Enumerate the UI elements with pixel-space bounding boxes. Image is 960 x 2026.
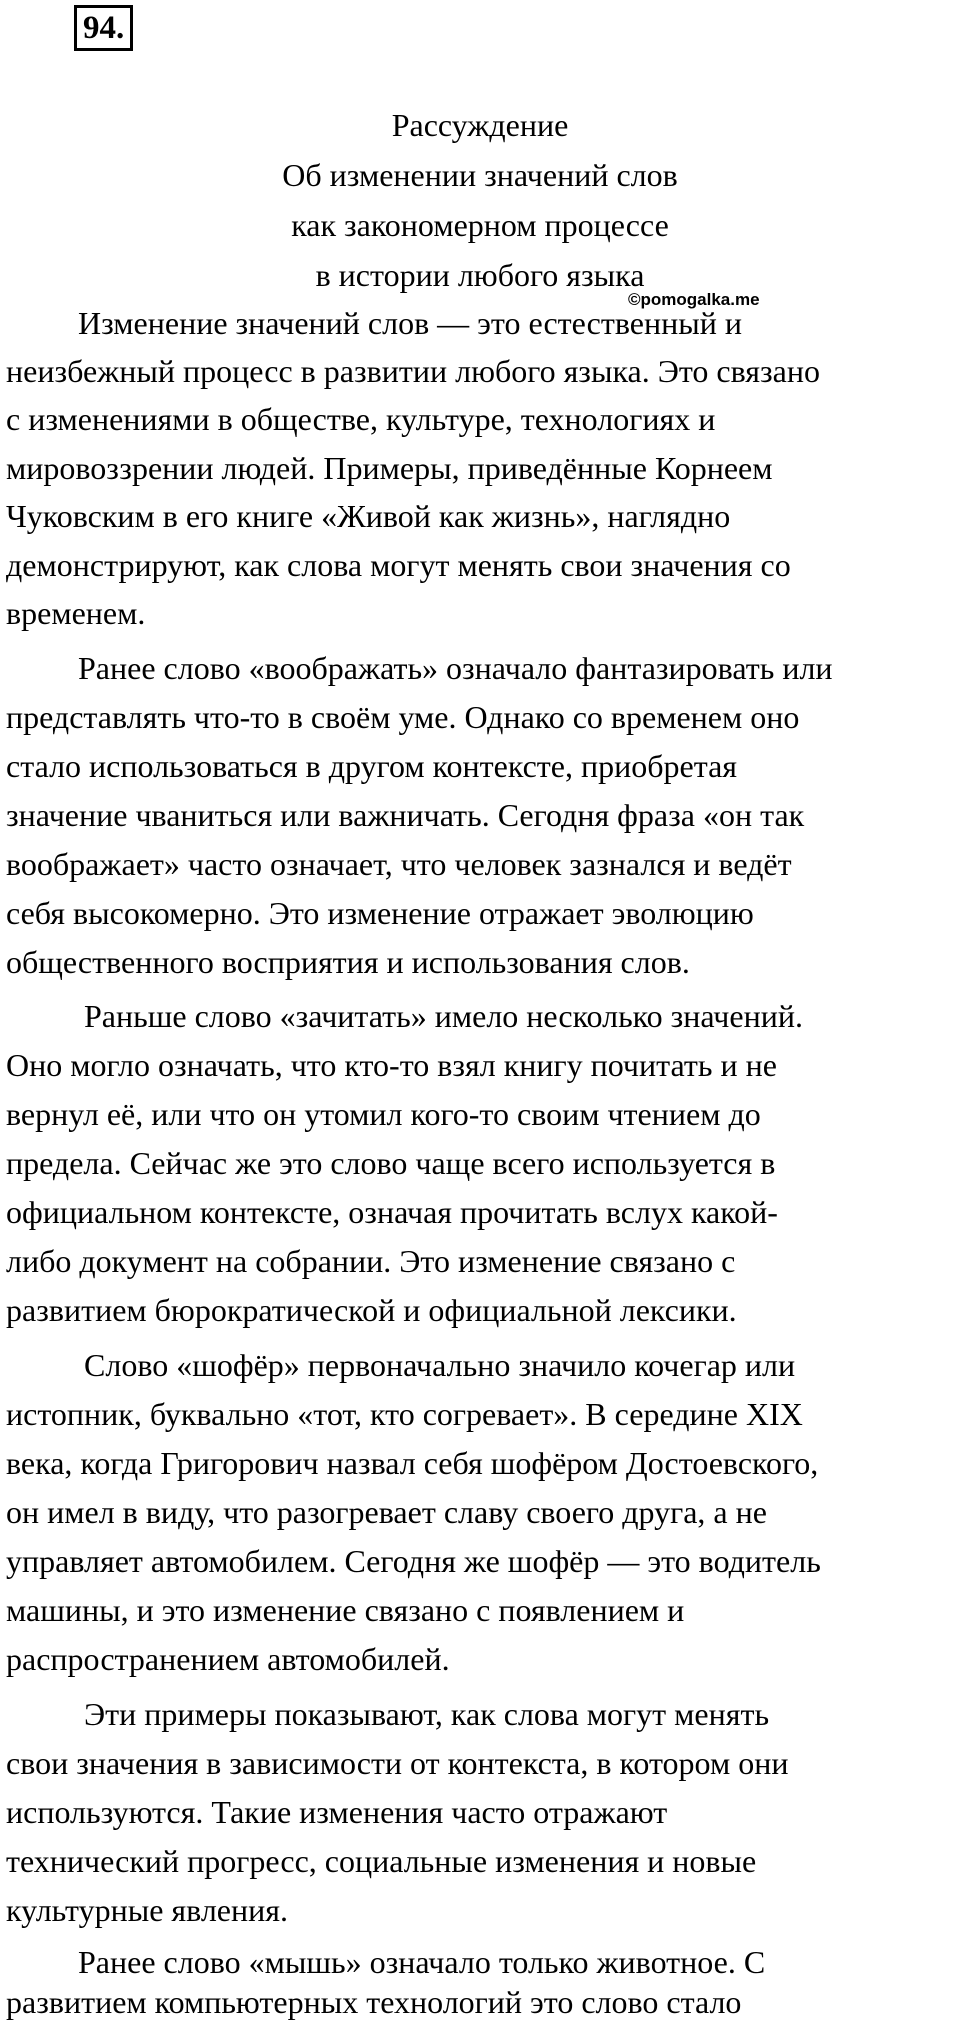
text-line: воображает» часто означает, что человек зазнался и ведёт [6, 846, 792, 882]
text-line: развитием компьютерных технологий это слово стало [6, 1984, 742, 2020]
text-line: значение чваниться или важничать. Сегодня фраза «он так [6, 797, 805, 833]
text-line: века, когда Григорович назвал себя шофёром Достоевского, [6, 1445, 819, 1481]
title-line: Рассуждение [391, 107, 569, 143]
text-line: предела. Сейчас же это слово чаще всего используется в [6, 1145, 776, 1181]
text-line: он имел в виду, что разогревает славу своего друга, а не [6, 1494, 767, 1530]
text-line: распространением автомобилей. [6, 1641, 450, 1677]
text-line: общественного восприятия и использования слов. [6, 944, 690, 980]
text-line: развитием бюрократической и официальной лексики. [6, 1292, 737, 1328]
essay-title [0, 100, 960, 300]
text-line: вернул её, или что он утомил кого-то своим чтением до [6, 1096, 761, 1132]
title-line: в истории любого языка [315, 257, 645, 293]
title-line: как закономерном процессе [291, 207, 669, 243]
text-line: Чуковским в его книге «Живой как жизнь», наглядно [6, 498, 731, 534]
text-line: Эти примеры показывают, как слова могут менять [84, 1696, 770, 1732]
text-line: мировоззрении людей. Примеры, приведённые Корнеем [6, 450, 773, 486]
text-line: Раньше слово «зачитать» имело несколько значений. [84, 998, 803, 1034]
text-line: технический прогресс, социальные изменения и новые [6, 1843, 757, 1879]
text-line: управляет автомобилем. Сегодня же шофёр — это водитель [6, 1543, 821, 1579]
task-number: 94. [74, 5, 133, 51]
text-line: свои значения в зависимости от контекста, в котором они [6, 1745, 789, 1781]
text-line: официальном контексте, означая прочитать вслух какой- [6, 1194, 778, 1230]
text-line: с изменениями в обществе, культуре, технологиях и [6, 401, 716, 437]
text-line: себя высокомерно. Это изменение отражает эволюцию [6, 895, 754, 931]
text-line: Изменение значений слов — это естественный и [78, 305, 742, 341]
watermark: ©pomogalka.me [628, 290, 760, 309]
text-line: временем. [6, 595, 146, 631]
text-line: Ранее слово «мышь» означало только животное. С [78, 1944, 766, 1980]
text-line: стало использоваться в другом контексте, приобретая [6, 748, 737, 784]
text-line: используются. Такие изменения часто отражают [6, 1794, 668, 1830]
text-line: демонстрируют, как слова могут менять свои значения со [6, 547, 791, 583]
text-line: Слово «шофёр» первоначально значило кочегар или [84, 1347, 796, 1383]
text-line: Ранее слово «воображать» означало фантазировать или [78, 650, 833, 686]
text-line: либо документ на собрании. Это изменение связано с [6, 1243, 736, 1279]
title-line: Об изменении значений слов [282, 157, 678, 193]
text-line: машины, и это изменение связано с появлением и [6, 1592, 685, 1628]
text-line: представлять что-то в своём уме. Однако со временем оно [6, 699, 800, 735]
text-line: культурные явления. [6, 1892, 288, 1928]
text-line: неизбежный процесс в развитии любого языка. Это связано [6, 353, 820, 389]
text-line: Оно могло означать, что кто-то взял книгу почитать и не [6, 1047, 777, 1083]
text-line: истопник, буквально «тот, кто согревает». В середине XIX [6, 1396, 803, 1432]
